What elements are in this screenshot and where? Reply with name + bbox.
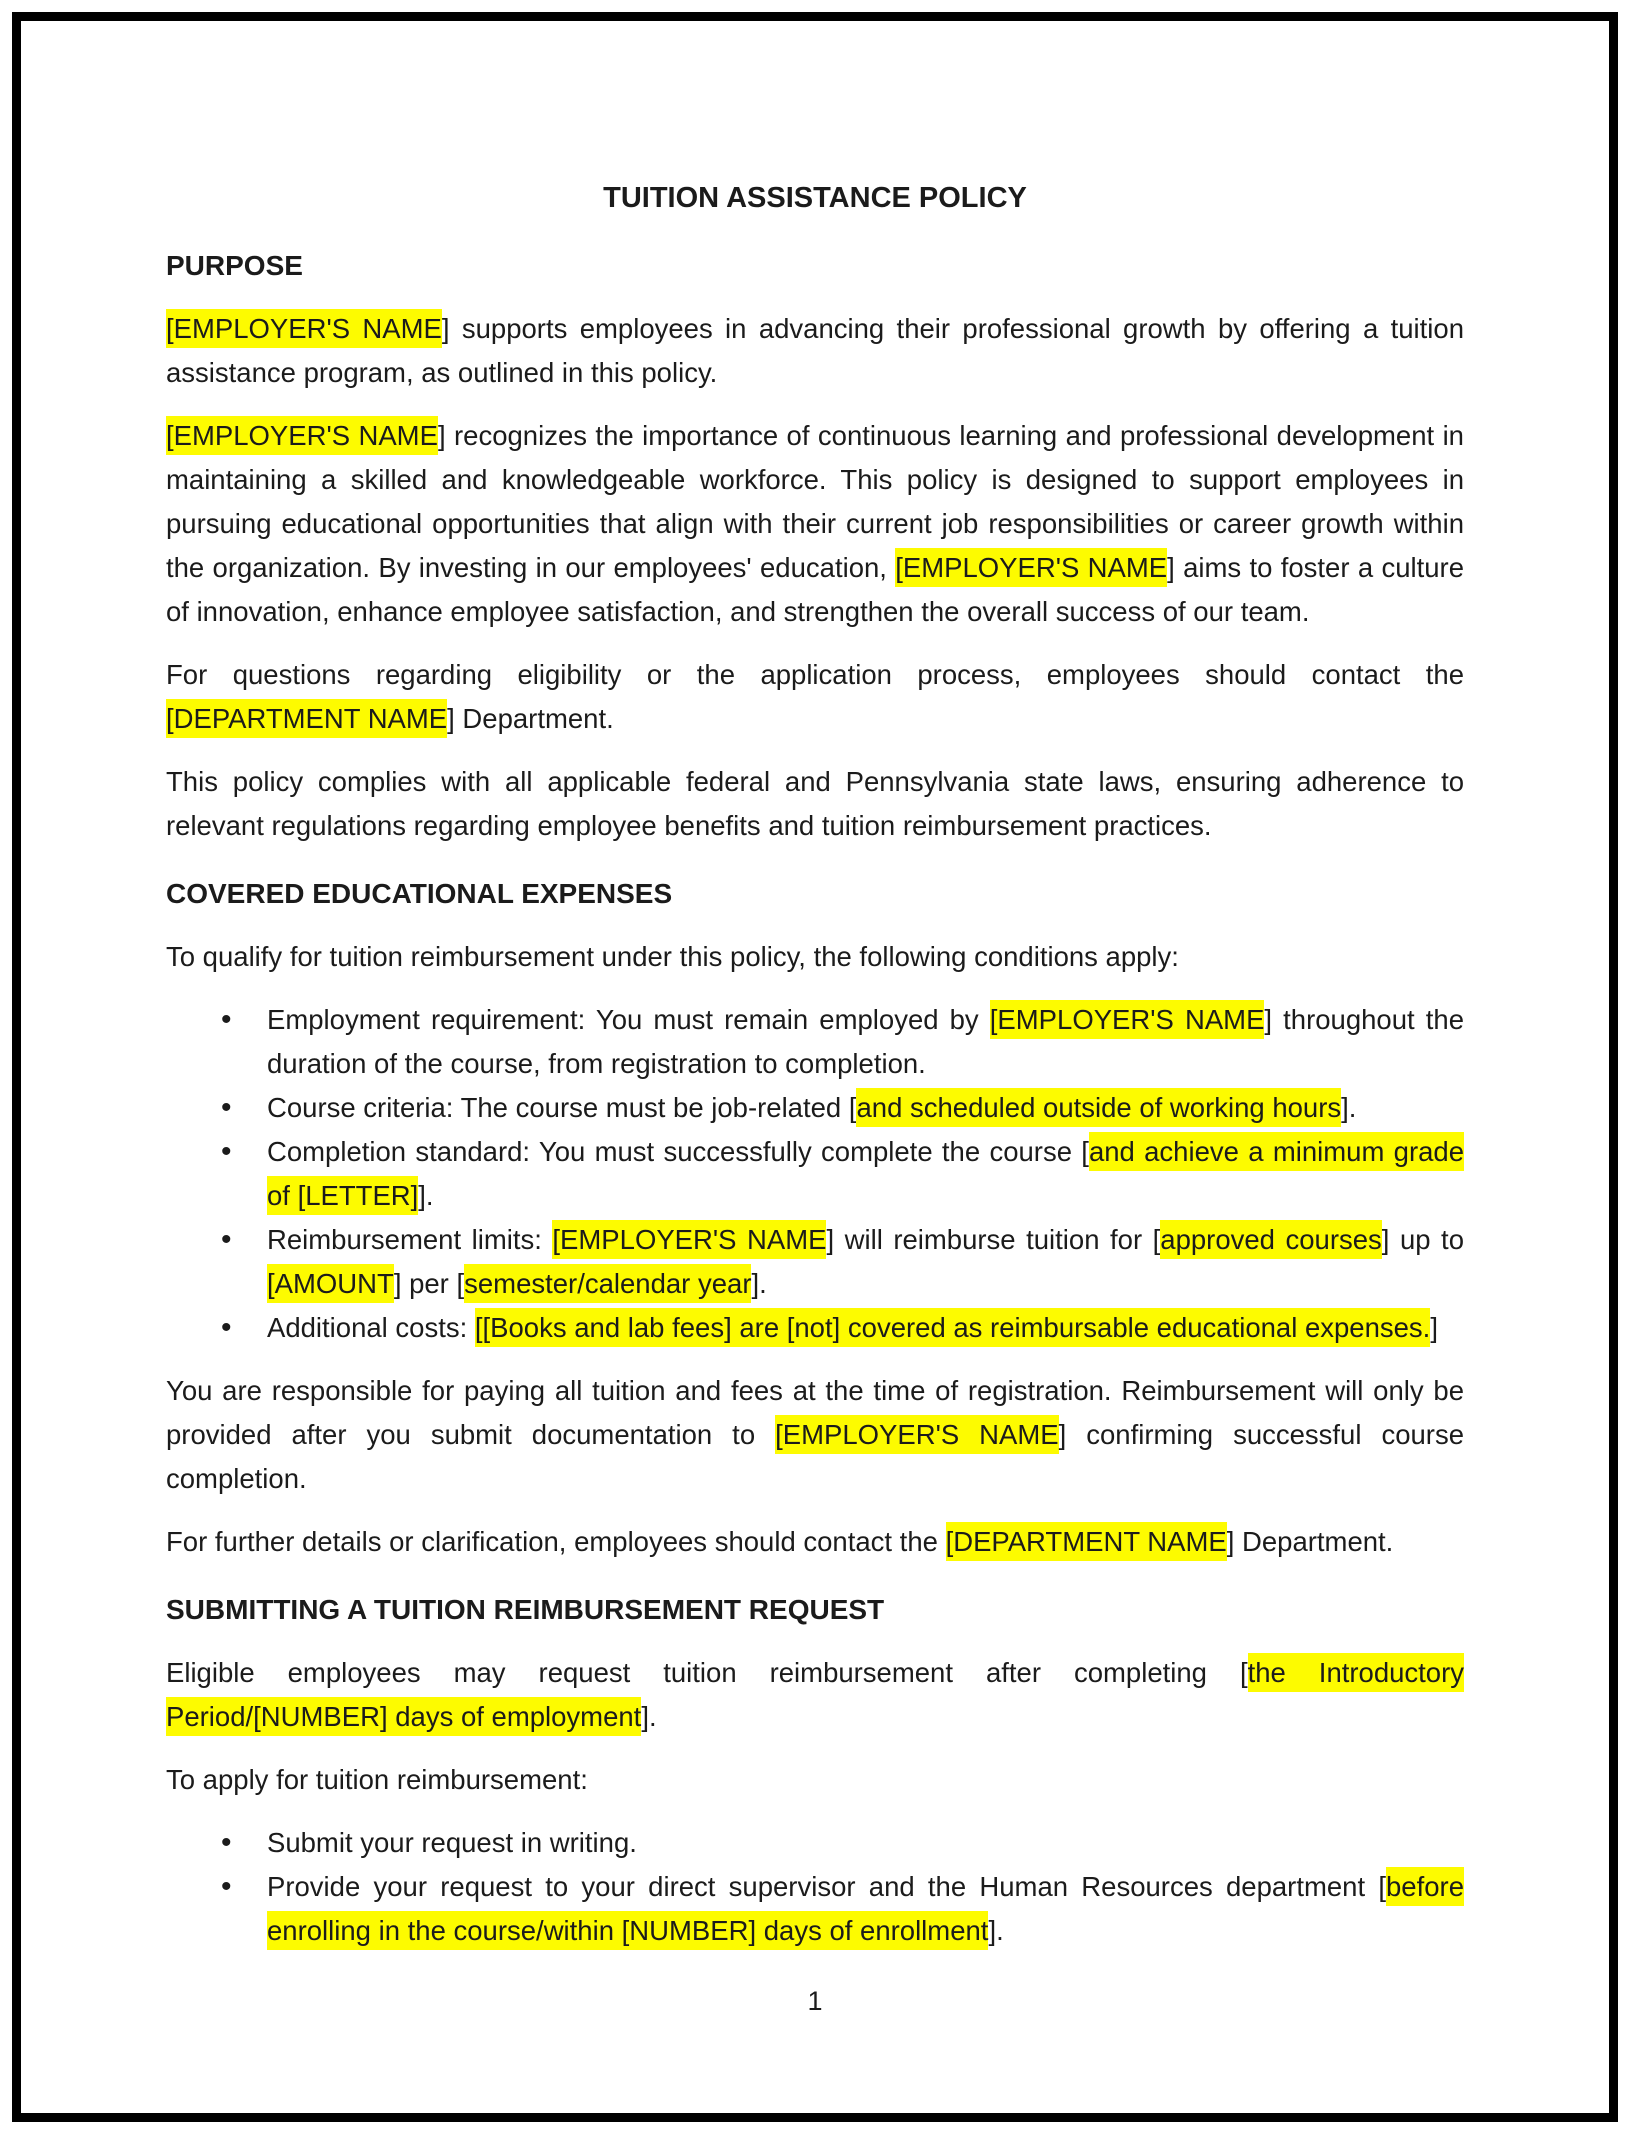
highlighted-placeholder: [DEPARTMENT NAME (946, 1522, 1227, 1561)
document-title: TUITION ASSISTANCE POLICY (603, 182, 1027, 214)
paragraph: You are responsible for paying all tuition and fees at the time of registration. Reimbursement will only be provided after you submit documentation to [EMPLOYER'S NAME] confirming successful course completion. (166, 1375, 1464, 1494)
paragraph: To qualify for tuition reimbursement under this policy, the following conditions apply: (166, 941, 1179, 972)
highlighted-placeholder: before enrolling in the course/within [NUMBER] days of enrollment (267, 1867, 1464, 1950)
section-heading: PURPOSE (166, 250, 303, 281)
list-item: • Employment requirement: You must remain employed by [EMPLOYER'S NAME] throughout the duration of the course, from registration to completion. (267, 998, 1464, 1086)
section-heading: COVERED EDUCATIONAL EXPENSES (166, 878, 673, 909)
list-item: • Completion standard: You must successfully complete the course [and achieve a minimum grade of [LETTER]]. (267, 1130, 1464, 1218)
paragraph: [EMPLOYER'S NAME] recognizes the importance of continuous learning and professional development in maintaining a skilled and knowledgeable workforce. This policy is designed to support employees in pursuing educational opportunities that align with their current job responsibilities or career growth within the organization. By investing in our employees' education, [EMPLOYER'S NAME] aims to foster a culture of innovation, enhance employee satisfaction, and strengthen the overall success of our team. (166, 414, 1464, 634)
list-item: • Provide your request to your direct supervisor and the Human Resources department [before enrolling in the course/within [NUMBER] days of enrollment]. (267, 1865, 1464, 1953)
highlighted-placeholder: [AMOUNT (267, 1264, 394, 1303)
page-number: 1 (807, 1986, 823, 2016)
paragraph: [EMPLOYER'S NAME] supports employees in advancing their professional growth by offering a tuition assistance program, as outlined in this policy. (166, 307, 1464, 395)
paragraph: To apply for tuition reimbursement: (166, 1764, 588, 1795)
paragraph: Eligible employees may request tuition reimbursement after completing [the Introductory Period/[NUMBER] days of employment]. (166, 1651, 1464, 1739)
highlighted-placeholder: [[Books and lab fees] are [not] covered as reimbursable educational expenses. (475, 1308, 1430, 1347)
section-heading: SUBMITTING A TUITION REIMBURSEMENT REQUEST (166, 1594, 885, 1625)
highlighted-placeholder: [EMPLOYER'S NAME (552, 1220, 826, 1259)
highlighted-placeholder: [EMPLOYER'S NAME (166, 309, 442, 348)
highlighted-placeholder: approved courses (1160, 1220, 1382, 1259)
highlighted-placeholder: [EMPLOYER'S NAME (990, 1000, 1265, 1039)
list-item: • Additional costs: [[Books and lab fees] are [not] covered as reimbursable educational expenses.] (267, 1306, 1464, 1350)
list-item: • Course criteria: The course must be job-related [and scheduled outside of working hours]. (267, 1086, 1464, 1130)
bullet-list (166, 1821, 1464, 1953)
highlighted-placeholder: and scheduled outside of working hours (856, 1088, 1341, 1127)
bullet-list (166, 998, 1464, 1350)
highlighted-placeholder: the Introductory Period/[NUMBER] days of employment (166, 1653, 1464, 1736)
highlighted-placeholder: [EMPLOYER'S NAME (775, 1415, 1059, 1454)
list-item: • Reimbursement limits: [EMPLOYER'S NAME] will reimburse tuition for [approved courses] up to [AMOUNT] per [semester/calendar year]. (267, 1218, 1464, 1306)
document-body (166, 244, 1464, 1953)
highlighted-placeholder: [DEPARTMENT NAME (166, 699, 447, 738)
paragraph: For questions regarding eligibility or the application process, employees should contact the [DEPARTMENT NAME] Department. (166, 653, 1464, 741)
paragraph: This policy complies with all applicable federal and Pennsylvania state laws, ensuring adherence to relevant regulations regarding employee benefits and tuition reimbursement practices. (166, 766, 1464, 841)
document-page (166, 0, 1464, 1972)
highlighted-placeholder: semester/calendar year (464, 1264, 751, 1303)
highlighted-placeholder: [EMPLOYER'S NAME (895, 548, 1167, 587)
paragraph: For further details or clarification, employees should contact the [DEPARTMENT NAME] Department. (166, 1520, 1464, 1564)
highlighted-placeholder: and achieve a minimum grade of [LETTER] (267, 1132, 1464, 1215)
list-item: • Submit your request in writing. (267, 1821, 1464, 1865)
highlighted-placeholder: [EMPLOYER'S NAME (166, 416, 438, 455)
